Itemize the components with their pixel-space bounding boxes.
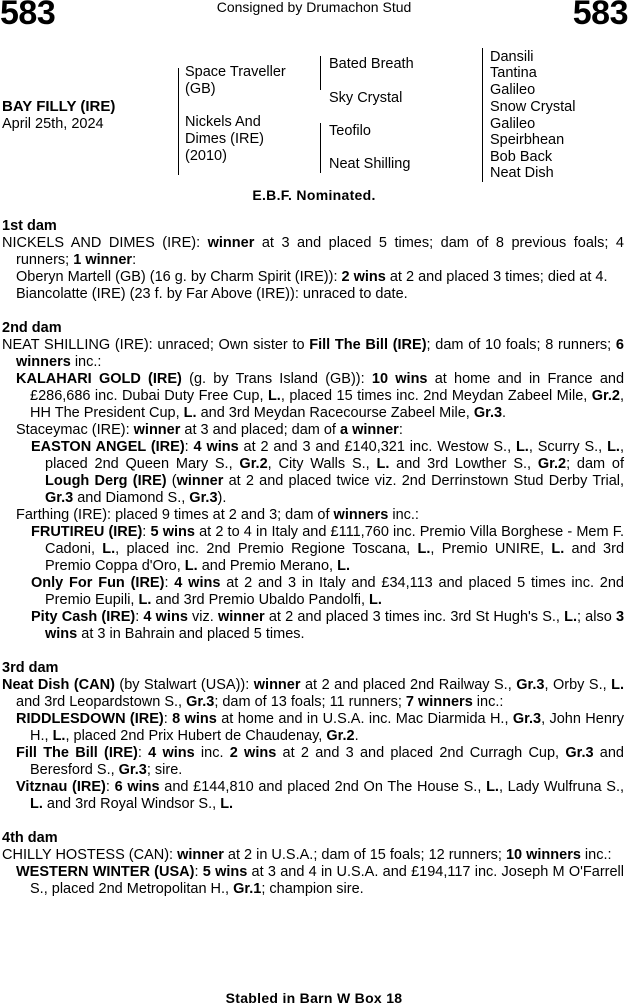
entry-text: ). (217, 490, 227, 506)
section-heading: 2nd dam (2, 320, 62, 336)
entry-text: winners (333, 507, 389, 523)
entry-text: NICKELS AND DIMES (IRE): (2, 235, 208, 251)
entry-text: , Scurry S., (528, 439, 608, 455)
entry-text: winner (133, 422, 181, 438)
pedigree-entry (2, 286, 624, 303)
entry-text: 4 wins (148, 745, 195, 761)
entry-text: and Beresford S., (30, 745, 624, 778)
ancestor: Speirbhean (490, 132, 565, 148)
ebf-note: E.B.F. Nominated. (252, 187, 376, 203)
entry-text: : (137, 745, 149, 761)
entry-text: inc.: (472, 694, 504, 710)
horse-dob: April 25th, 2024 (2, 116, 104, 132)
entry-text: (g. by Trans Island (GB)): (181, 371, 372, 387)
dam-name: Nickels And Dimes (IRE) (2010) (185, 114, 264, 164)
entry-text: at 2 and 3 and £140,321 inc. Westow S., (238, 439, 516, 455)
pedigree-divider (482, 82, 483, 116)
entry-text: : (163, 711, 173, 727)
entry-text: Gr.3 (186, 694, 215, 710)
entry-text: L. (376, 456, 390, 472)
entry-text: L. (417, 541, 431, 557)
entry-text: 8 wins (172, 711, 217, 727)
consignor: Consigned by Drumachon Stud (216, 0, 412, 15)
entry-text: Oberyn Martell (GB) (16 g. by Charm Spirit (IRE)): (16, 269, 342, 285)
dam-section (2, 830, 624, 898)
entry-text: NEAT SHILLING (IRE): unraced; Own sister to (2, 337, 310, 353)
entry-text: L. (30, 796, 43, 812)
entry-text: L. (515, 439, 529, 455)
sire-name: Space Traveller (GB) (185, 64, 286, 97)
pedigree-entry (2, 235, 624, 269)
entry-text: and £144,810 and placed 2nd On The House S., (159, 779, 487, 795)
entry-text: Gr.3 (516, 677, 545, 693)
pedigree-divider (320, 123, 321, 173)
entry-text: 1 winner (73, 252, 133, 268)
entry-text: L. (52, 728, 66, 744)
entry-text: L. (551, 541, 565, 557)
entry-text: L. (267, 388, 281, 404)
ancestor: Tantina (490, 65, 537, 81)
entry-text: Pity Cash (IRE) (31, 609, 136, 625)
entry-text: (by Stalwart (USA)): (114, 677, 254, 693)
entry-text: , placed 15 times inc. 2nd Meydan Zabeel Mile, (280, 388, 592, 404)
pedigree-entry (2, 745, 624, 779)
entry-text: winner (176, 473, 224, 489)
pedigree-divider (482, 149, 483, 182)
section-heading: 1st dam (2, 218, 57, 234)
entry-text: , Premio UNIRE, (430, 541, 552, 557)
entry-text: , placed 2nd Prix Hubert de Chaudenay, (65, 728, 327, 744)
entry-text: Gr.3 (118, 762, 147, 778)
entry-text: Only For Fun (IRE) (31, 575, 165, 591)
entry-text: at home and in France and £286,686 inc. Dubai Duty Free Cup, (30, 371, 625, 404)
pedigree-entry (2, 371, 624, 422)
entry-text: ; also (576, 609, 616, 625)
ancestor: Neat Dish (490, 165, 554, 181)
entry-text: , Orby S., (544, 677, 612, 693)
entry-text: Gr.3 (473, 405, 503, 421)
entry-text: Gr.2 (537, 456, 567, 472)
entry-text: and 3rd Royal Windsor S., (42, 796, 221, 812)
entry-text: Fill The Bill (IRE) (16, 745, 138, 761)
ancestor: Snow Crystal (490, 99, 576, 115)
entry-text: 5 wins (150, 524, 195, 540)
entry-text: Gr.3 (565, 745, 594, 761)
entry-text: , Lady Wulfruna S., (498, 779, 625, 795)
entry-text: , City Walls S., (267, 456, 377, 472)
entry-text: and 3rd Premio Ubaldo Pandolfi, (151, 592, 370, 608)
entry-text: ; dam of 10 foals; 8 runners; (426, 337, 616, 353)
entry-text: at home and in U.S.A. inc. Mac Diarmida H., (216, 711, 513, 727)
entry-text: at 2 to 4 in Italy and £111,760 inc. Premio Villa Borghese - Mem F. Cadoni, (45, 524, 624, 557)
entry-text: : (135, 609, 144, 625)
entry-text: L. (369, 592, 382, 608)
entry-text: at 2 and placed 3 times inc. 3rd St Hugh's S., (264, 609, 565, 625)
entry-text: L. (138, 592, 152, 608)
entry-text: Gr.1 (233, 881, 262, 897)
grandsire-2: Teofilo (329, 123, 371, 139)
entry-text: a winner (339, 422, 399, 438)
ancestor: Dansili (490, 49, 534, 65)
section-heading: 4th dam (2, 830, 58, 846)
entry-text: , placed 2nd Queen Mary S., (45, 439, 624, 472)
entry-text: L. (183, 405, 197, 421)
entry-text: . (502, 405, 507, 421)
entry-text: : (184, 439, 194, 455)
entry-text: inc. (194, 745, 230, 761)
entry-text: CHILLY HOSTESS (CAN): (2, 847, 178, 863)
entry-text: and 3rd Meydan Racecourse Zabeel Mile, (196, 405, 474, 421)
pedigree-entry (2, 609, 624, 643)
pedigree-entry (2, 337, 624, 371)
horse-info (2, 98, 115, 132)
pedigree-divider (482, 115, 483, 149)
entry-text: at 3 in Bahrain and placed 5 times. (77, 626, 305, 642)
entry-text: : (194, 864, 203, 880)
entry-text: 6 winners (16, 337, 624, 370)
entry-text: , placed inc. 2nd Premio Regione Toscana, (115, 541, 418, 557)
entry-text: inc.: (580, 847, 612, 863)
entry-text: : (132, 252, 137, 268)
entry-text: and 3rd Premio Coppa d'Oro, (45, 541, 625, 574)
entry-text: 10 wins (371, 371, 428, 387)
pedigree-entry (2, 439, 624, 507)
entry-text: winner (177, 847, 224, 863)
entry-text: 5 wins (202, 864, 248, 880)
entry-text: at 2 and placed 2nd Railway S., (300, 677, 517, 693)
entry-text: Biancolatte (IRE) (23 f. by Far Above (IRE)): unraced to date. (16, 286, 408, 302)
ancestor: Galileo (490, 82, 536, 98)
entry-text: ; sire. (146, 762, 183, 778)
entry-text: ; dam of 13 foals; 11 runners; (214, 694, 406, 710)
granddam-1: Sky Crystal (329, 90, 403, 106)
entry-text: Staceymac (IRE): (16, 422, 134, 438)
entry-text: 3 wins (45, 609, 625, 642)
entry-text: Farthing (IRE): placed 9 times at 2 and 3; dam of (16, 507, 334, 523)
entry-text: L. (220, 796, 234, 812)
entry-text: KALAHARI GOLD (IRE) (16, 371, 182, 387)
entry-text: Gr.3 (189, 490, 218, 506)
entry-text: Gr.2 (326, 728, 355, 744)
section-heading: 3rd dam (2, 660, 59, 676)
entry-text: L. (611, 677, 625, 693)
entry-text: and Diamond S., (73, 490, 190, 506)
entry-text: 7 winners (405, 694, 473, 710)
entry-text: Gr.2 (591, 388, 620, 404)
pedigree-entry (2, 524, 624, 575)
pedigree-entry (2, 864, 624, 898)
grandsire-1: Bated Breath (329, 56, 414, 72)
entry-text: Gr.3 (512, 711, 542, 727)
entry-text: L. (102, 541, 116, 557)
dam-section (2, 320, 624, 643)
entry-text: Vitznau (IRE) (16, 779, 106, 795)
entry-text: L. (184, 558, 198, 574)
pedigree-entry (2, 422, 624, 439)
entry-text: and 3rd Lowther S., (389, 456, 538, 472)
entry-text: : (164, 575, 175, 591)
entry-text: 10 winners (505, 847, 581, 863)
entry-text: ; champion sire. (261, 881, 364, 897)
entry-text: 2 wins (229, 745, 277, 761)
entry-text: , HH The President Cup, (30, 388, 625, 421)
entry-text: 4 wins (174, 575, 221, 591)
entry-text: RIDDLESDOWN (IRE) (16, 711, 164, 727)
pedigree-entry (2, 779, 624, 813)
entry-text: 4 wins (143, 609, 188, 625)
entry-text: EASTON ANGEL (IRE) (31, 439, 185, 455)
pedigree-entry (2, 847, 624, 864)
entry-text: and 3rd Leopardstown S., (16, 694, 187, 710)
entry-text: inc.: (388, 507, 419, 523)
entry-text: Neat Dish (CAN) (2, 677, 115, 693)
entry-text: at 2 and 3 and placed 2nd Curragh Cup, (276, 745, 566, 761)
pedigree-entry (2, 269, 624, 286)
entry-text: inc.: (70, 354, 102, 370)
pedigree-entry (2, 575, 624, 609)
entry-text: Fill The Bill (IRE) (309, 337, 427, 353)
pedigree-entry (2, 711, 624, 745)
entry-text: L. (564, 609, 577, 625)
entry-text: ; dam of (566, 456, 624, 472)
entry-text: WESTERN WINTER (USA) (16, 864, 195, 880)
pedigree-entry (2, 507, 624, 524)
entry-text: at 3 and 4 in U.S.A. and £194,117 inc. Joseph M O'Farrell S., placed 2nd Metropolitan H., (30, 864, 625, 897)
entry-text: ( (166, 473, 177, 489)
stabled-note: Stabled in Barn W Box 18 (225, 990, 403, 1006)
entry-text: : (105, 779, 115, 795)
entry-text: winner (217, 609, 265, 625)
ancestor: Galileo (490, 116, 536, 132)
entry-text: at 3 and placed; dam of (180, 422, 340, 438)
pedigree-table (0, 48, 636, 180)
entry-text: and Premio Merano, (197, 558, 338, 574)
entry-text: . (354, 728, 359, 744)
entry-text: L. (607, 439, 620, 455)
pedigree-divider (320, 56, 321, 90)
entry-text: at 2 in U.S.A.; dam of 15 foals; 12 runners; (223, 847, 506, 863)
entry-text: winner (253, 677, 301, 693)
entry-text: FRUTIREU (IRE) (31, 524, 143, 540)
entry-text: L. (486, 779, 499, 795)
ancestor: Bob Back (490, 149, 553, 165)
entry-text: 4 wins (193, 439, 239, 455)
entry-text: at 2 and placed 3 times; died at 4. (385, 269, 608, 285)
entry-text: viz. (187, 609, 218, 625)
entry-text: 2 wins (341, 269, 386, 285)
pedigree-divider (178, 68, 179, 175)
entry-text: at 3 and placed 5 times; dam of 8 previous foals; 4 runners; (16, 235, 624, 268)
entry-text: L. (337, 558, 350, 574)
dam-section (2, 660, 624, 813)
pedigree-entry (2, 677, 624, 711)
dam-section (2, 218, 624, 303)
entry-text: at 2 and 3 in Italy and £34,113 and placed 5 times inc. 2nd Premio Eupili, (45, 575, 624, 608)
entry-text: : (142, 524, 151, 540)
horse-name: BAY FILLY (IRE) (2, 98, 116, 115)
entry-text: , John Henry H., (30, 711, 624, 744)
lot-number: 583 (572, 0, 628, 32)
entry-text: Gr.3 (45, 490, 74, 506)
granddam-2: Neat Shilling (329, 156, 411, 172)
entry-text: Lough Derg (IRE) (45, 473, 167, 489)
catalogue-body (2, 218, 624, 915)
entry-text: 6 wins (114, 779, 160, 795)
lot-number: 583 (0, 0, 56, 32)
pedigree-divider (482, 48, 483, 83)
entry-text: Gr.2 (239, 456, 268, 472)
entry-text: : (398, 422, 403, 438)
entry-text: at 2 and placed twice viz. 2nd Derrinstown Stud Derby Trial, (223, 473, 625, 489)
entry-text: winner (207, 235, 255, 251)
